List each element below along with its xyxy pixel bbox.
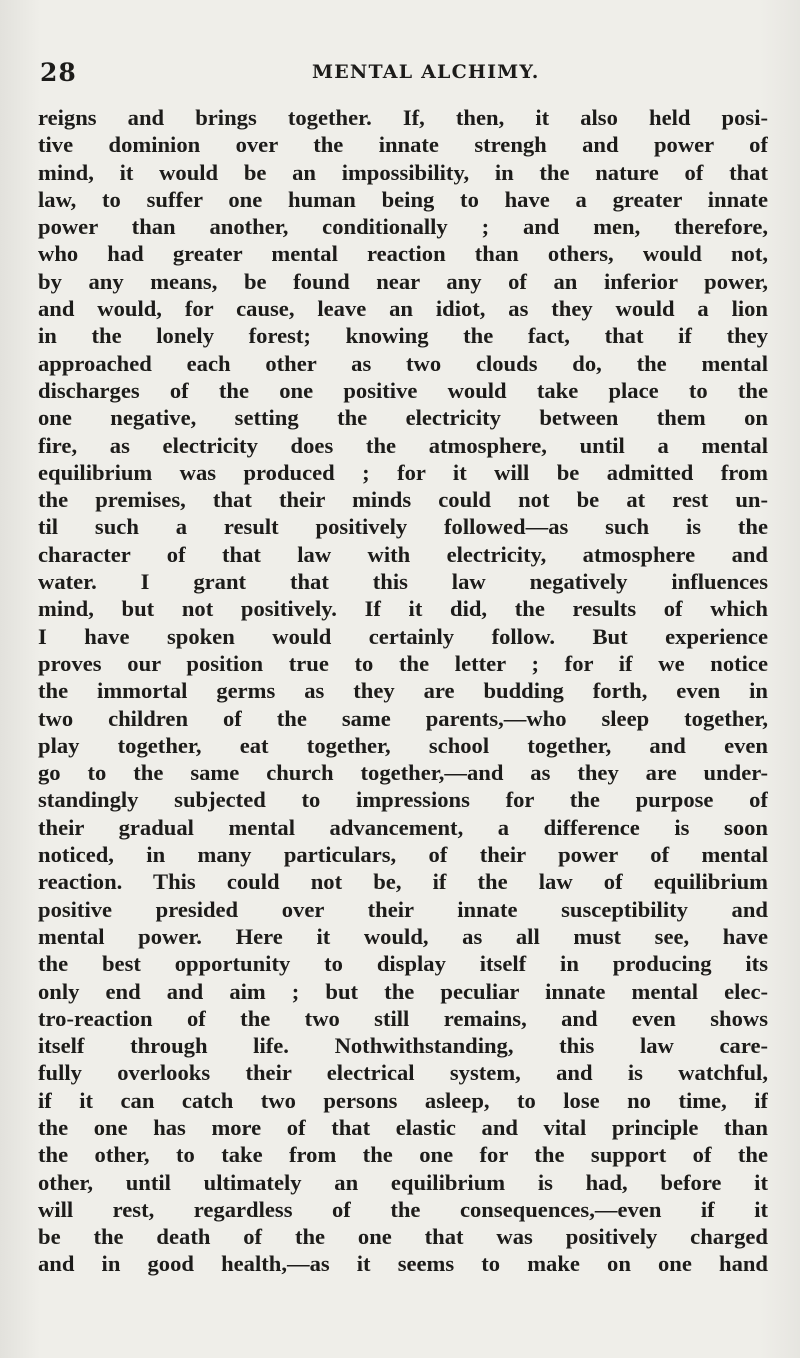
text-line: the other, to take from the one for the support of the xyxy=(38,1142,768,1168)
text-line: reigns and brings together. If, then, it also held posi- xyxy=(38,105,768,130)
text-line: one negative, setting the electricity between them on xyxy=(38,405,768,431)
text-line: I have spoken would certainly follow. But experience xyxy=(38,623,768,649)
text-line: character of that law with electricity, atmosphere and xyxy=(38,541,768,567)
text-line: if it can catch two persons asleep, to lose no time, if xyxy=(38,1087,768,1113)
text-line: noticed, in many particulars, of their power of mental xyxy=(38,842,768,868)
text-line: fully overlooks their electrical system, and is watchful, xyxy=(38,1060,768,1086)
text-line: reaction. This could not be, if the law of equilibrium xyxy=(38,869,768,895)
text-line: proves our position true to the letter ; for if we notice xyxy=(38,650,768,676)
text-line: mind, but not positively. If it did, the results of which xyxy=(38,596,768,622)
text-line: be the death of the one that was positively charged xyxy=(38,1224,768,1250)
text-line: tive dominion over the innate strengh and power of xyxy=(38,132,768,158)
text-line: mental power. Here it would, as all must see, have xyxy=(38,923,768,949)
text-line: fire, as electricity does the atmosphere, until a mental xyxy=(38,432,768,458)
running-head xyxy=(0,58,800,88)
text-line: and in good health,—as it seems to make on one hand xyxy=(38,1251,768,1277)
text-line: til such a result positively followed—as such is the xyxy=(38,514,768,540)
text-line: by any means, be found near any of an inferior power, xyxy=(38,268,768,294)
text-line: who had greater mental reaction than others, would not, xyxy=(38,241,768,267)
text-line: approached each other as two clouds do, the mental xyxy=(38,350,768,376)
body-text xyxy=(38,104,768,1278)
text-line: the one has more of that elastic and vital principle than xyxy=(38,1114,768,1140)
text-line: other, until ultimately an equilibrium is had, before it xyxy=(38,1169,768,1195)
page-number: 28 xyxy=(40,58,77,87)
text-line: go to the same church together,—and as they are under- xyxy=(38,760,768,786)
text-line: tro-reaction of the two still remains, and even shows xyxy=(38,1005,768,1031)
text-line: the best opportunity to display itself in producing its xyxy=(38,951,768,977)
text-line: standingly subjected to impressions for the purpose of xyxy=(38,787,768,813)
text-line: only end and aim ; but the peculiar innate mental elec- xyxy=(38,978,768,1004)
text-line: itself through life. Nothwithstanding, this law care- xyxy=(38,1033,768,1059)
text-line: and would, for cause, leave an idiot, as they would a lion xyxy=(38,296,768,322)
text-line: positive presided over their innate susceptibility and xyxy=(38,896,768,922)
text-line: in the lonely forest; knowing the fact, that if they xyxy=(38,323,768,349)
text-line: mind, it would be an impossibility, in the nature of that xyxy=(38,159,768,185)
text-line: two children of the same parents,—who sleep together, xyxy=(38,705,768,731)
running-title: MENTAL ALCHIMY. xyxy=(312,61,540,83)
text-line: their gradual mental advancement, a difference is soon xyxy=(38,814,768,840)
text-line: the immortal germs as they are budding forth, even in xyxy=(38,678,768,704)
text-line: equilibrium was produced ; for it will be admitted from xyxy=(38,459,768,485)
text-line: play together, eat together, school together, and even xyxy=(38,732,768,758)
text-line: will rest, regardless of the consequences,—even if it xyxy=(38,1196,768,1222)
text-line: power than another, conditionally ; and men, therefore, xyxy=(38,214,768,240)
text-line: law, to suffer one human being to have a greater innate xyxy=(38,186,768,212)
text-line: discharges of the one positive would take place to the xyxy=(38,377,768,403)
text-line: water. I grant that this law negatively influences xyxy=(38,569,768,595)
text-line: the premises, that their minds could not be at rest un- xyxy=(38,487,768,513)
